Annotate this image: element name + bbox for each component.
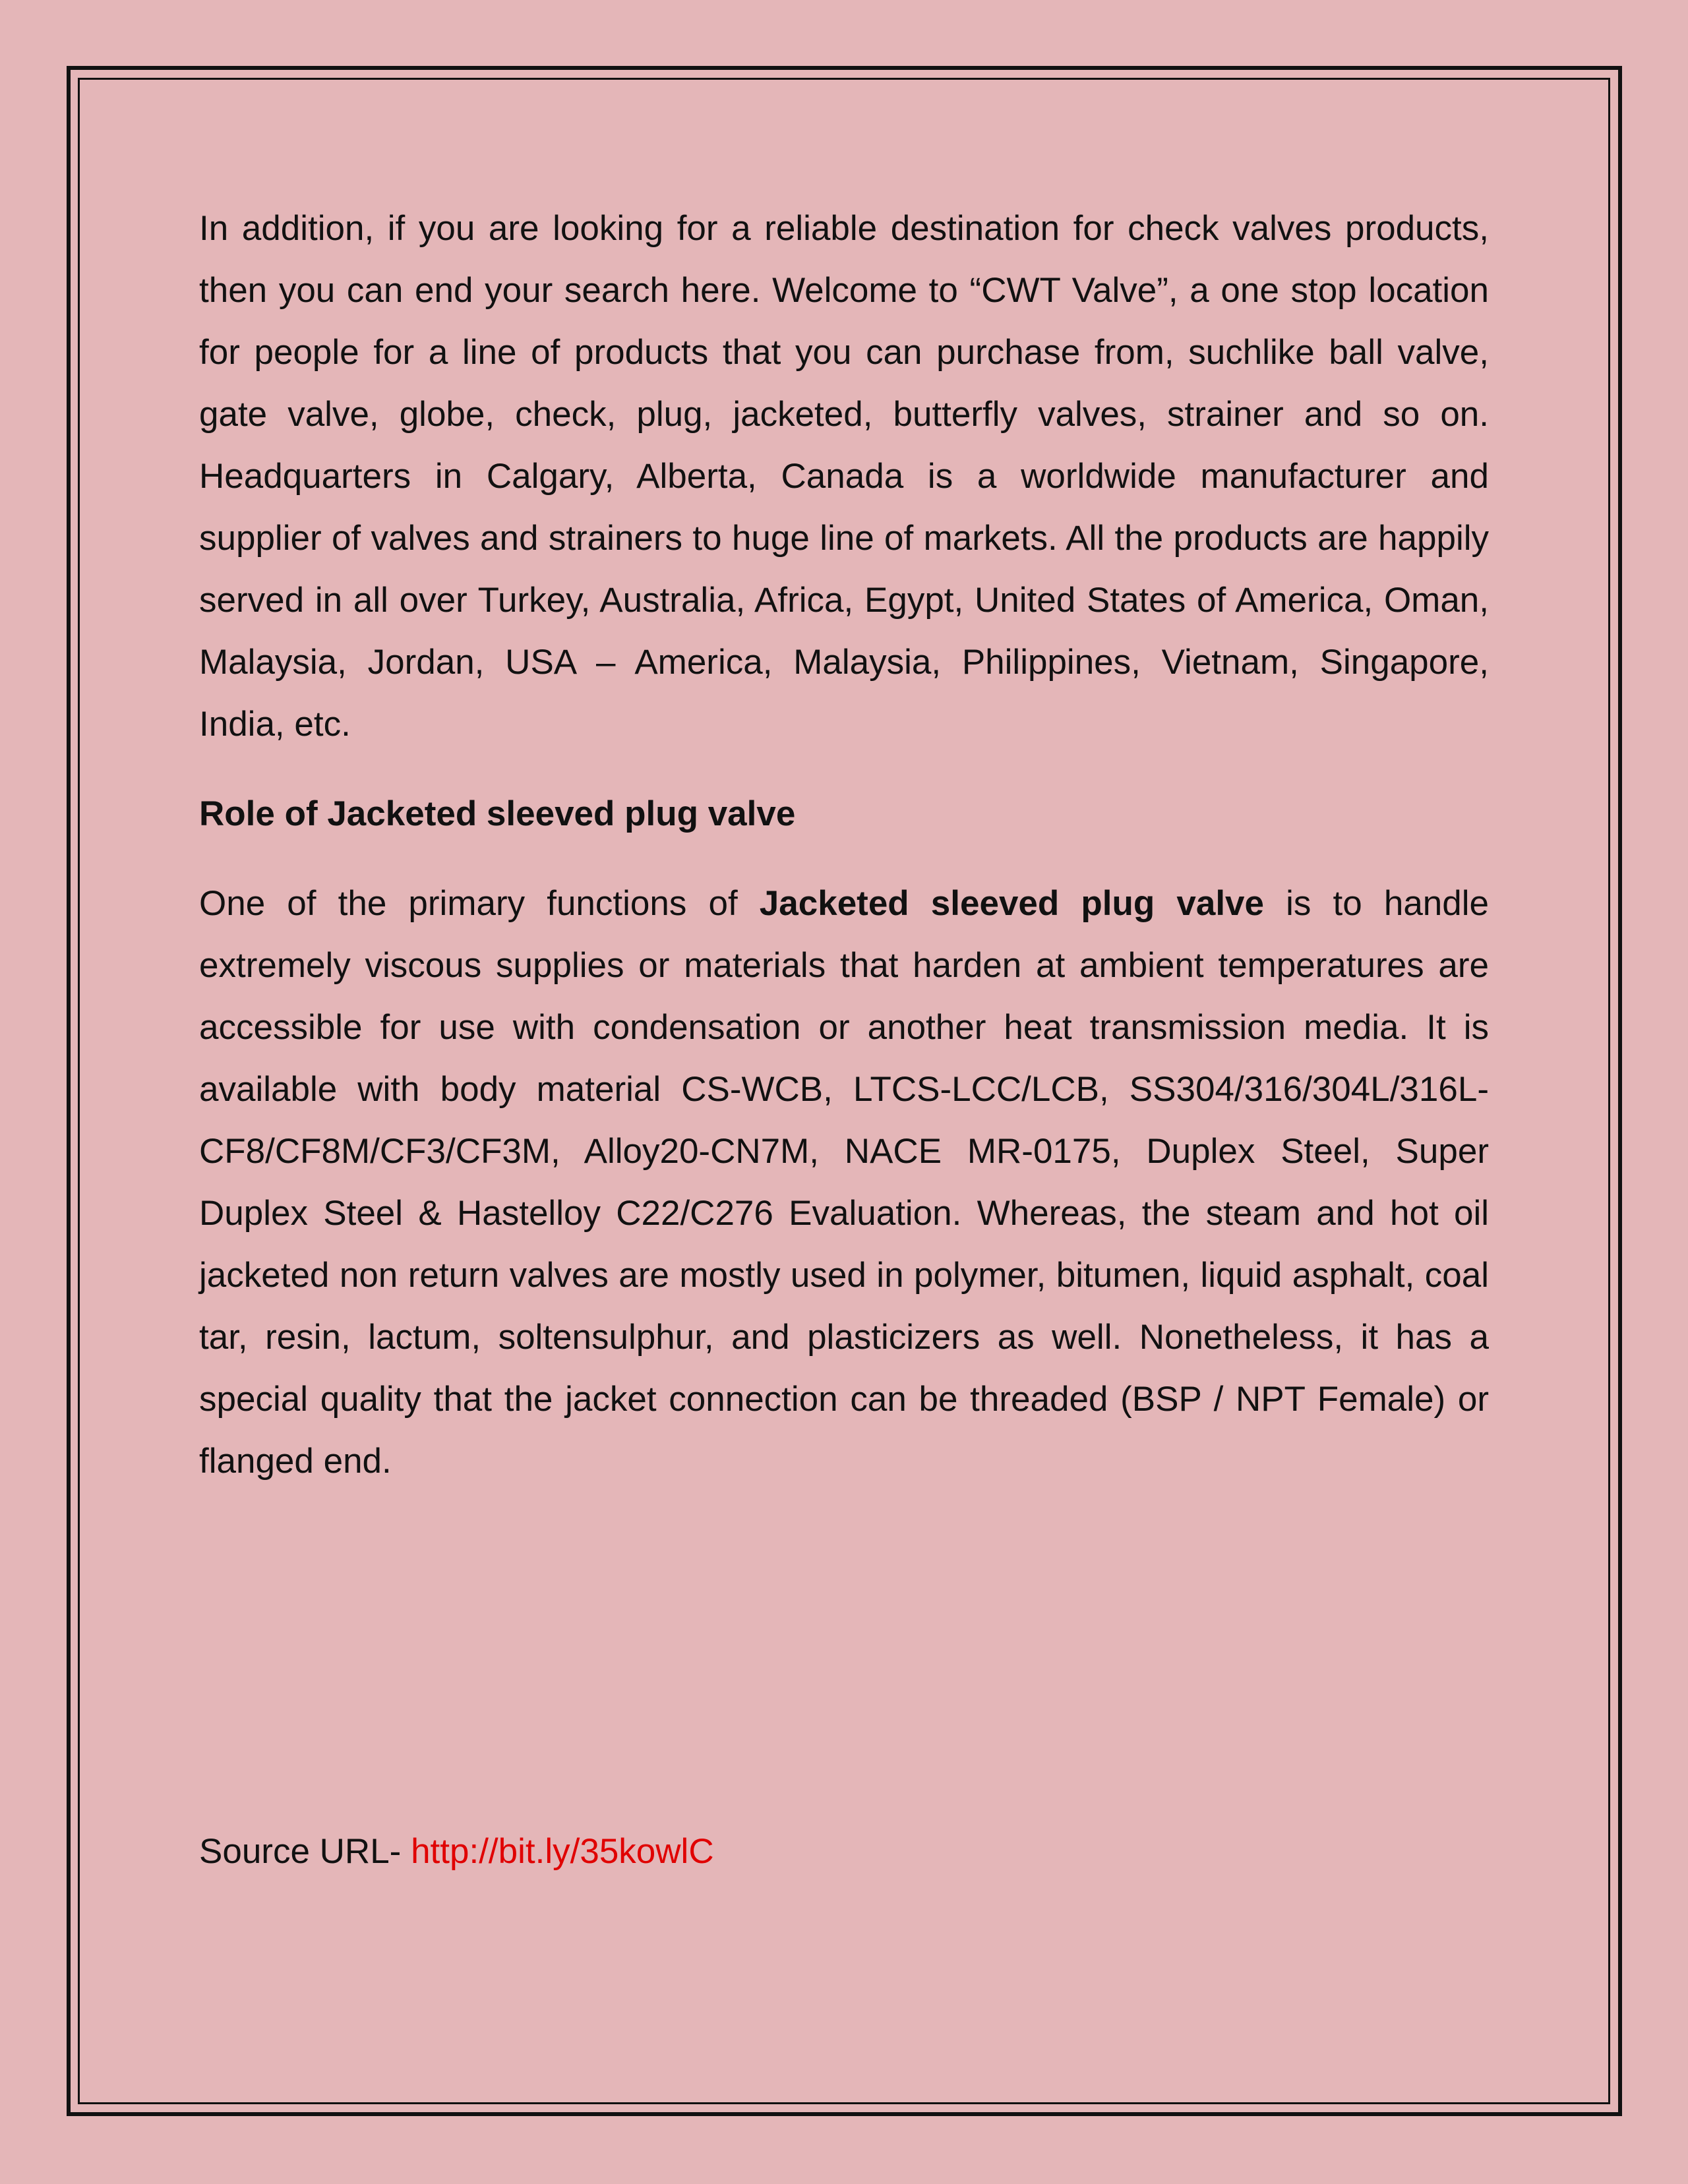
section-heading: Role of Jacketed sleeved plug valve xyxy=(199,794,796,833)
role-paragraph-prefix: One of the primary functions of xyxy=(199,884,760,923)
source-url-link[interactable]: http://bit.ly/35kowlC xyxy=(411,1832,714,1871)
source-line xyxy=(199,1821,714,1883)
role-paragraph-suffix: is to handle extremely viscous supplies or materials that harden at ambient temperatures are accessible for use with condensation or another heat transmission media. It is available with body material CS-WCB, LTCS-LCC/LCB, SS304/316/304L/316L-CF8/CF8M/CF3/CF3M, Alloy20-CN7M, NACE MR-0175, Duplex Steel, Super Duplex Steel & Hastelloy C22/C276 Evaluation. Whereas, the steam and hot oil jacketed non return valves are mostly used in polymer, bitumen, liquid asphalt, coal tar, resin, lactum, soltensulphur, and plasticizers as well. Nonetheless, it has a special quality that the jacket connection can be threaded (BSP / NPT Female) or flanged end. xyxy=(199,884,1489,1481)
source-label: Source URL- xyxy=(199,1832,411,1871)
role-paragraph xyxy=(199,873,1489,1492)
role-paragraph-bold-term: Jacketed sleeved plug valve xyxy=(759,884,1264,923)
document-body xyxy=(199,198,1489,1492)
intro-paragraph: In addition, if you are looking for a reliable destination for check valves products, then you can end your search here. Welcome to “CWT Valve”, a one stop location for people for a line of products that you can purchase from, suchlike ball valve, gate valve, globe, check, plug, jacketed, butterfly valves, strainer and so on. Headquarters in Calgary, Alberta, Canada is a worldwide manufacturer and supplier of valves and strainers to huge line of markets. All the products are happily served in all over Turkey, Australia, Africa, Egypt, United States of America, Oman, Malaysia, Jordan, USA – America, Malaysia, Philippines, Vietnam, Singapore, India, etc. xyxy=(199,209,1489,744)
